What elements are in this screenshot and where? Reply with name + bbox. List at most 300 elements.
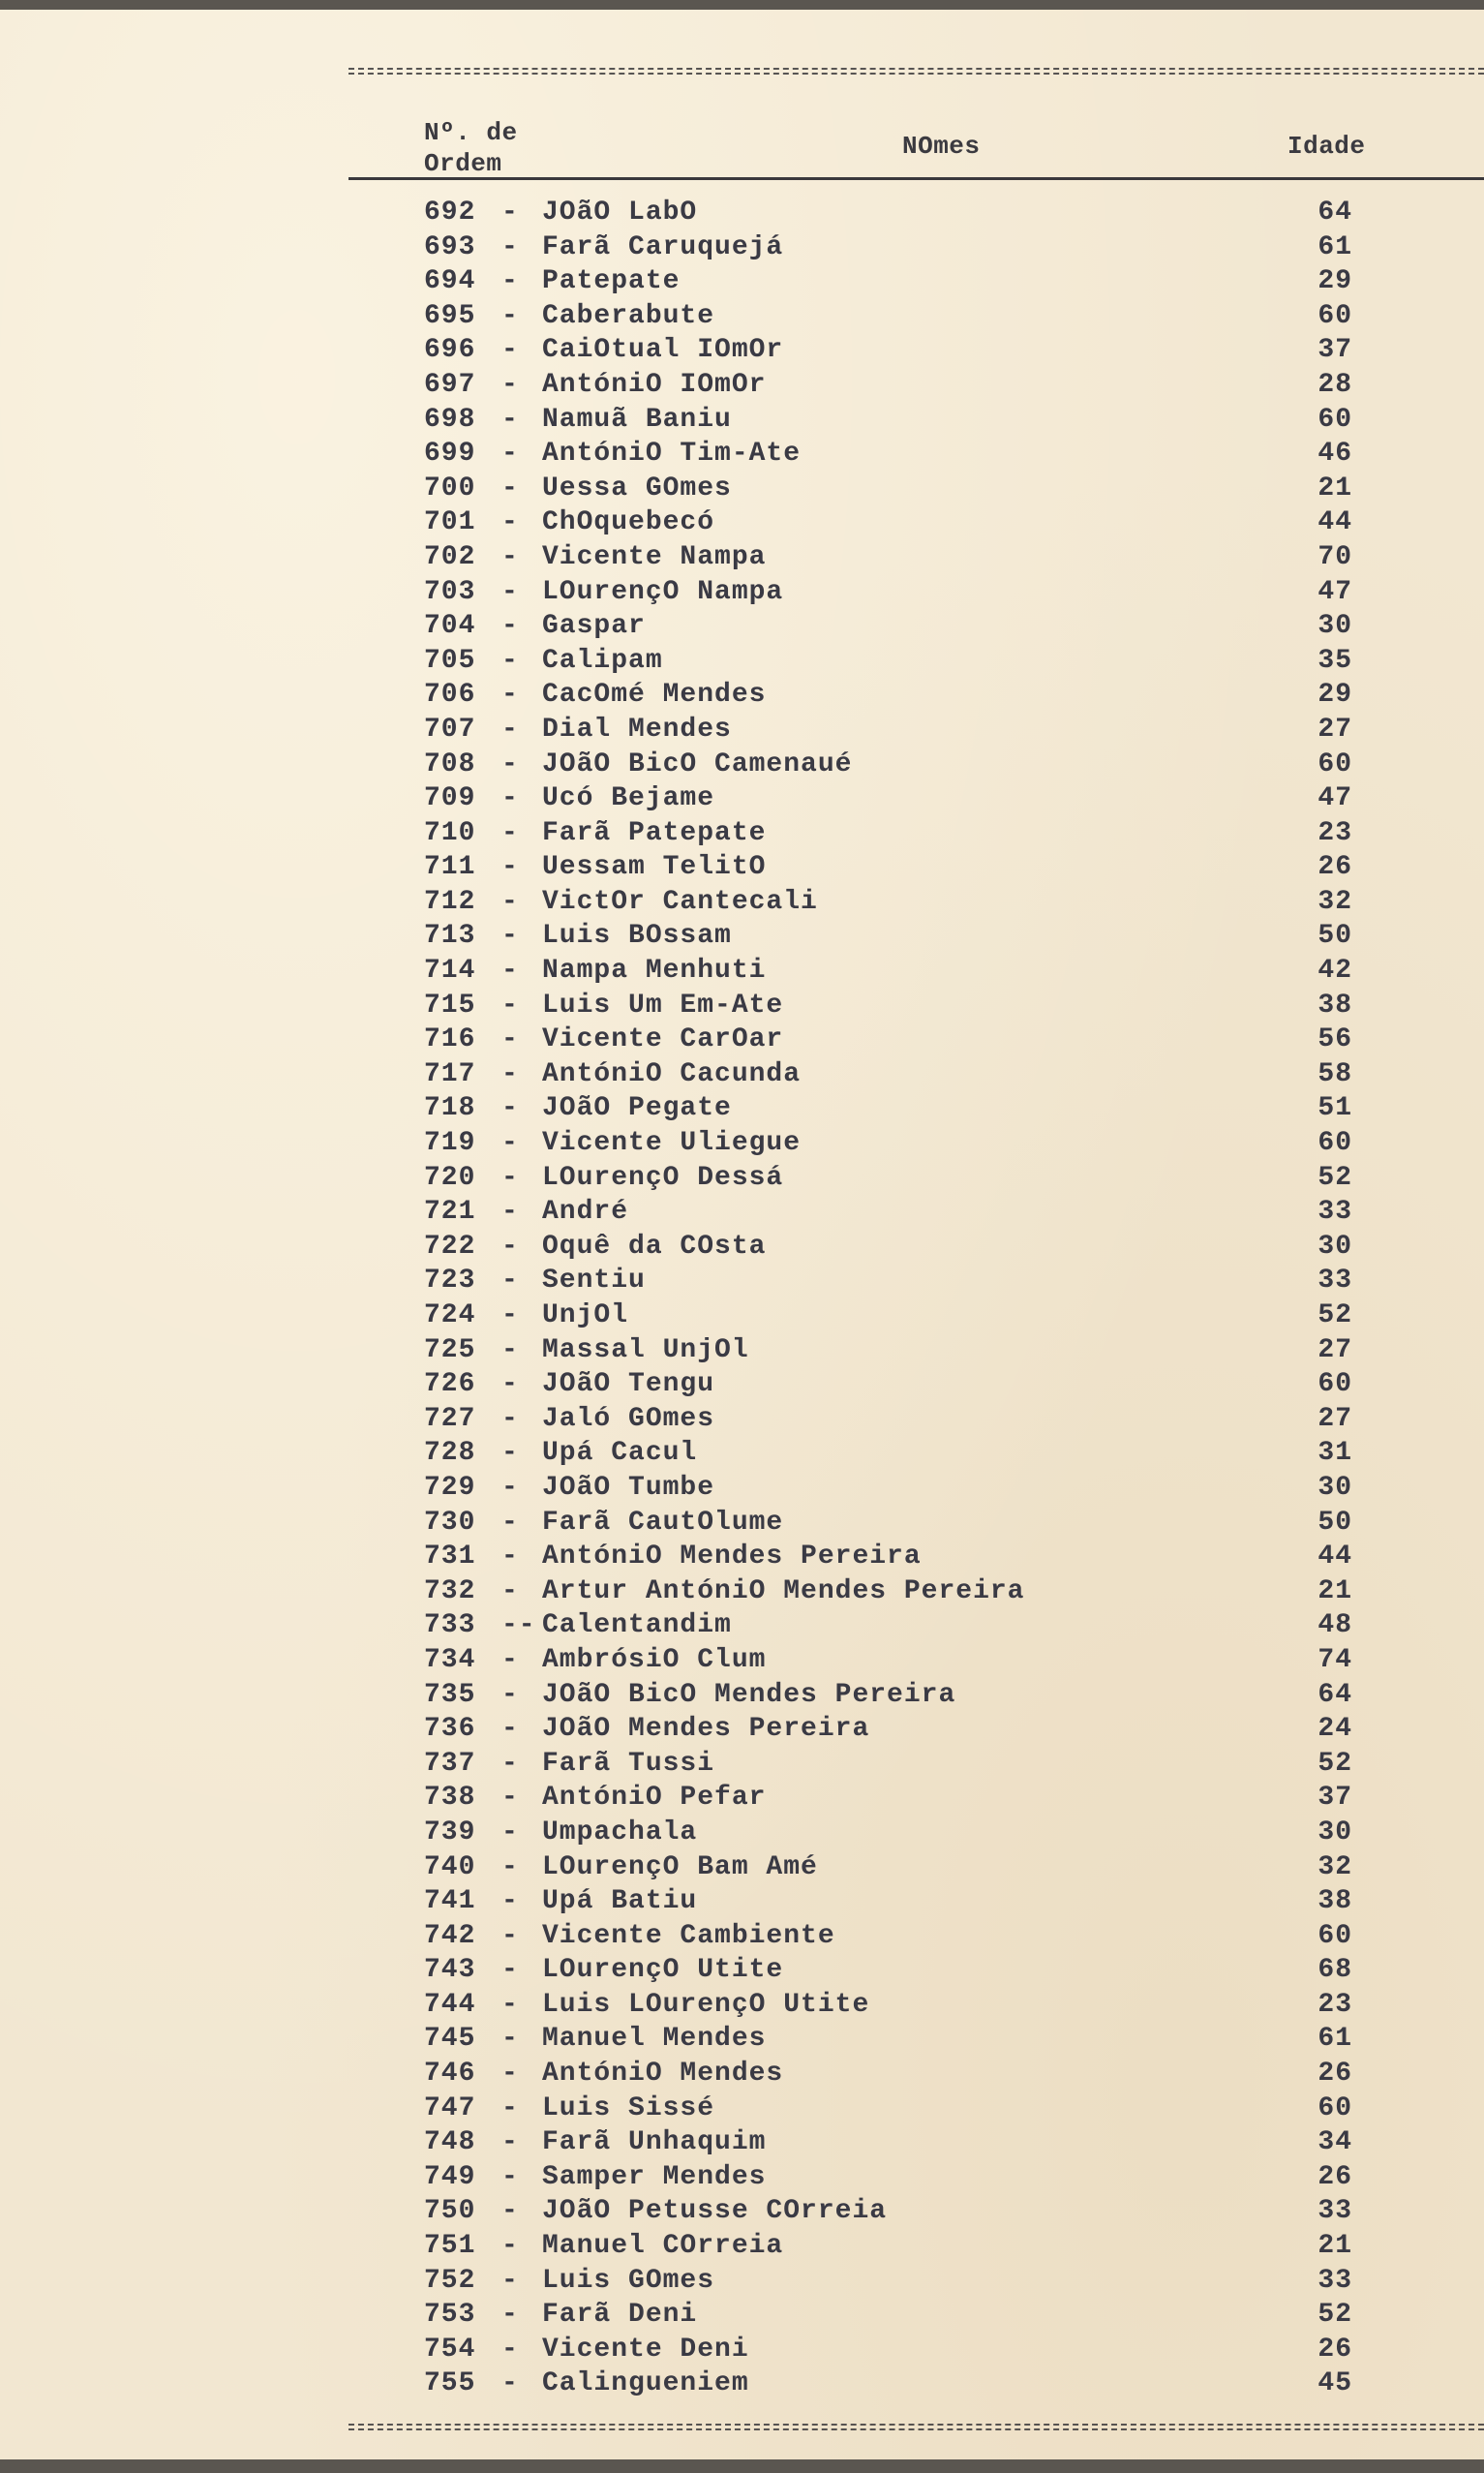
table-row [0, 2022, 1484, 2057]
row-age: 48 [1317, 1610, 1352, 1641]
row-separator: - [501, 2231, 519, 2262]
row-number: 740 [424, 1851, 476, 1882]
row-age: 33 [1317, 1197, 1352, 1228]
row-separator: - [501, 1128, 519, 1159]
row-number: 705 [424, 645, 476, 676]
row-name: Dial Mendes [542, 714, 732, 745]
row-age: 27 [1317, 1334, 1352, 1365]
table-row [0, 1506, 1484, 1541]
row-name: Vicente Uliegue [542, 1128, 802, 1159]
row-age: 50 [1317, 921, 1352, 952]
row-number: 747 [424, 2092, 476, 2123]
table-row [0, 437, 1484, 472]
row-name: Umpachala [542, 1817, 698, 1847]
row-name: Ucó Bejame [542, 783, 715, 814]
row-name: Farã Tussi [542, 1748, 715, 1779]
row-name: Farã Caruquejá [542, 231, 784, 262]
row-number: 748 [424, 2127, 476, 2158]
row-name: Vicente Deni [542, 2334, 749, 2365]
row-number: 710 [424, 817, 476, 848]
row-number: 711 [424, 852, 476, 883]
row-name: Artur AntóniO Mendes Pereira [542, 1575, 1025, 1606]
row-separator: - [501, 990, 519, 1021]
row-number: 698 [424, 404, 476, 435]
row-number: 755 [424, 2368, 476, 2399]
row-age: 23 [1317, 817, 1352, 848]
row-separator: - [501, 1575, 519, 1606]
row-age: 27 [1317, 1403, 1352, 1434]
row-age: 61 [1317, 231, 1352, 262]
row-separator: - [501, 404, 519, 435]
table-row [0, 2264, 1484, 2299]
row-number: 735 [424, 1679, 476, 1710]
row-age: 38 [1317, 1886, 1352, 1917]
row-number: 708 [424, 748, 476, 779]
row-age: 60 [1317, 1920, 1352, 1951]
row-name: UnjOl [542, 1300, 629, 1330]
typed-page [0, 10, 1484, 2459]
table-row [0, 748, 1484, 782]
row-age: 26 [1317, 2161, 1352, 2192]
row-number: 733 [424, 1610, 476, 1641]
row-age: 45 [1317, 2368, 1352, 2399]
row-age: 27 [1317, 714, 1352, 745]
table-row [0, 1298, 1484, 1333]
table-row [0, 2125, 1484, 2160]
row-name: Luis BOssam [542, 921, 732, 952]
row-number: 706 [424, 680, 476, 711]
row-number: 697 [424, 369, 476, 400]
row-name: Upá Cacul [542, 1438, 698, 1469]
table-row [0, 2160, 1484, 2195]
row-name: JOãO LabO [542, 198, 698, 228]
table-row [0, 1988, 1484, 2023]
row-separator: - [501, 2059, 519, 2090]
row-age: 33 [1317, 1266, 1352, 1297]
row-age: 24 [1317, 1714, 1352, 1745]
row-age: 52 [1317, 1162, 1352, 1193]
row-name: AntóniO Mendes [542, 2059, 784, 2090]
row-name: Nampa Menhuti [542, 956, 767, 987]
row-number: 709 [424, 783, 476, 814]
row-number: 713 [424, 921, 476, 952]
row-separator: - [501, 439, 519, 470]
table-row [0, 1264, 1484, 1298]
row-separator: - [501, 2161, 519, 2192]
row-name: Caberabute [542, 300, 715, 331]
table-row [0, 1091, 1484, 1126]
row-number: 702 [424, 541, 476, 572]
row-age: 47 [1317, 576, 1352, 607]
row-name: Farã Deni [542, 2300, 698, 2331]
row-separator: - [501, 1369, 519, 1400]
row-separator: - [501, 300, 519, 331]
row-name: JOãO Petusse COrreia [542, 2196, 888, 2227]
row-number: 726 [424, 1369, 476, 1400]
row-name: Upá Batiu [542, 1886, 698, 1917]
table-row [0, 989, 1484, 1023]
row-number: 746 [424, 2059, 476, 2090]
table-row [0, 954, 1484, 989]
table-row [0, 816, 1484, 851]
row-name: AmbrósiO Clum [542, 1644, 767, 1675]
row-name: JOãO BicO Camenaué [542, 748, 853, 779]
row-separator: - [501, 817, 519, 848]
row-separator: - [501, 1507, 519, 1538]
row-number: 725 [424, 1334, 476, 1365]
row-number: 739 [424, 1817, 476, 1847]
table-row [0, 713, 1484, 748]
row-name: André [542, 1197, 629, 1228]
row-age: 42 [1317, 956, 1352, 987]
row-number: 753 [424, 2300, 476, 2331]
row-separator: - [501, 680, 519, 711]
row-name: Jaló GOmes [542, 1403, 715, 1434]
row-age: 26 [1317, 2059, 1352, 2090]
table-row [0, 1023, 1484, 1057]
row-separator: - [501, 852, 519, 883]
row-separator: - [501, 886, 519, 917]
row-age: 29 [1317, 680, 1352, 711]
row-number: 742 [424, 1920, 476, 1951]
row-age: 35 [1317, 645, 1352, 676]
row-separator: - [501, 1403, 519, 1434]
row-name: Manuel COrreia [542, 2231, 784, 2262]
row-age: 52 [1317, 1300, 1352, 1330]
row-age: 64 [1317, 1679, 1352, 1710]
row-number: 694 [424, 266, 476, 297]
row-name: LOurençO Bam Amé [542, 1851, 818, 1882]
row-number: 719 [424, 1128, 476, 1159]
row-number: 727 [424, 1403, 476, 1434]
row-age: 58 [1317, 1058, 1352, 1089]
row-separator: - [501, 1438, 519, 1469]
table-row [0, 264, 1484, 299]
row-number: 715 [424, 990, 476, 1021]
table-row [0, 609, 1484, 644]
top-dashed-rule [348, 68, 1484, 75]
row-age: 47 [1317, 783, 1352, 814]
table-row [0, 472, 1484, 506]
row-number: 707 [424, 714, 476, 745]
row-separator: - [501, 1266, 519, 1297]
row-age: 30 [1317, 1472, 1352, 1503]
table-row [0, 1230, 1484, 1265]
row-age: 50 [1317, 1507, 1352, 1538]
row-name: Gaspar [542, 611, 646, 642]
row-separator: - [501, 956, 519, 987]
row-age: 29 [1317, 266, 1352, 297]
register-list [0, 196, 1484, 2401]
table-row [0, 1057, 1484, 1092]
table-row [0, 2333, 1484, 2367]
row-number: 731 [424, 1542, 476, 1572]
row-number: 752 [424, 2265, 476, 2296]
row-separator: - [501, 1334, 519, 1365]
row-age: 60 [1317, 748, 1352, 779]
row-separator: - [501, 2300, 519, 2331]
table-row [0, 1540, 1484, 1574]
row-age: 26 [1317, 852, 1352, 883]
header-ordem: Ordem [424, 149, 502, 178]
table-row [0, 1678, 1484, 1713]
table-header [348, 107, 1484, 180]
row-name: Farã Patepate [542, 817, 767, 848]
row-name: Sentiu [542, 1266, 646, 1297]
row-separator: - [501, 1714, 519, 1745]
row-name: Luis GOmes [542, 2265, 715, 2296]
row-age: 60 [1317, 404, 1352, 435]
row-separator: - [501, 2368, 519, 2399]
row-number: 703 [424, 576, 476, 607]
row-number: 751 [424, 2231, 476, 2262]
table-row [0, 299, 1484, 334]
row-name: JOãO BicO Mendes Pereira [542, 1679, 956, 1710]
row-separator: - [501, 1024, 519, 1055]
row-age: 26 [1317, 2334, 1352, 2365]
table-row [0, 575, 1484, 610]
row-name: AntóniO IOmOr [542, 369, 767, 400]
row-name: Patepate [542, 266, 681, 297]
table-row [0, 505, 1484, 540]
row-separator: - [501, 783, 519, 814]
table-row [0, 678, 1484, 713]
row-name: Namuã Baniu [542, 404, 732, 435]
row-age: 52 [1317, 1748, 1352, 1779]
row-number: 728 [424, 1438, 476, 1469]
row-number: 723 [424, 1266, 476, 1297]
row-separator: - [501, 748, 519, 779]
row-separator: - [501, 266, 519, 297]
row-number: 695 [424, 300, 476, 331]
row-number: 721 [424, 1197, 476, 1228]
row-age: 38 [1317, 990, 1352, 1021]
row-age: 32 [1317, 1851, 1352, 1882]
row-number: 720 [424, 1162, 476, 1193]
row-separator: - [501, 576, 519, 607]
row-separator: - [501, 473, 519, 504]
table-row [0, 1816, 1484, 1850]
row-age: 32 [1317, 886, 1352, 917]
row-name: Uessam TelitO [542, 852, 767, 883]
row-separator: - [501, 2127, 519, 2158]
row-name: CaiOtual IOmOr [542, 335, 784, 366]
row-name: JOãO Pegate [542, 1093, 732, 1124]
row-age: 74 [1317, 1644, 1352, 1675]
table-row [0, 540, 1484, 575]
row-number: 692 [424, 198, 476, 228]
row-number: 741 [424, 1886, 476, 1917]
row-separator: - [501, 541, 519, 572]
row-age: 30 [1317, 1817, 1352, 1847]
row-name: AntóniO Pefar [542, 1783, 767, 1814]
row-name: Luis Sissé [542, 2092, 715, 2123]
row-separator: - [501, 1058, 519, 1089]
row-age: 30 [1317, 1231, 1352, 1262]
row-number: 736 [424, 1714, 476, 1745]
row-separator: - [501, 1955, 519, 1986]
row-separator: - [501, 1920, 519, 1951]
row-name: JOãO Mendes Pereira [542, 1714, 870, 1745]
row-number: 743 [424, 1955, 476, 1986]
row-number: 732 [424, 1575, 476, 1606]
row-name: JOãO Tumbe [542, 1472, 715, 1503]
table-row [0, 1608, 1484, 1643]
row-separator: - [501, 2334, 519, 2365]
header-idade: Idade [1287, 132, 1366, 161]
row-number: 722 [424, 1231, 476, 1262]
table-row [0, 196, 1484, 230]
table-row [0, 1436, 1484, 1471]
table-row [0, 2229, 1484, 2264]
table-row [0, 230, 1484, 265]
table-row [0, 1126, 1484, 1161]
table-row [0, 403, 1484, 438]
row-age: 28 [1317, 369, 1352, 400]
row-number: 750 [424, 2196, 476, 2227]
row-age: 52 [1317, 2300, 1352, 2331]
row-name: Farã CautOlume [542, 1507, 784, 1538]
row-age: 33 [1317, 2196, 1352, 2227]
table-row [0, 1471, 1484, 1506]
table-row [0, 2366, 1484, 2401]
table-row [0, 850, 1484, 885]
row-age: 60 [1317, 2092, 1352, 2123]
table-row [0, 2057, 1484, 2091]
row-number: 749 [424, 2161, 476, 2192]
row-number: 737 [424, 1748, 476, 1779]
table-row [0, 644, 1484, 679]
row-separator: - [501, 1748, 519, 1779]
table-row [0, 1919, 1484, 1954]
table-row [0, 1574, 1484, 1609]
header-numero: Nº. de [424, 118, 518, 147]
row-name: CacOmé Mendes [542, 680, 767, 711]
row-name: ChOquebecó [542, 507, 715, 538]
row-name: VictOr Cantecali [542, 886, 818, 917]
row-age: 37 [1317, 1783, 1352, 1814]
row-separator: - [501, 1989, 519, 2020]
table-row [0, 1712, 1484, 1747]
table-row [0, 368, 1484, 403]
row-separator: -- [501, 1610, 536, 1641]
row-number: 734 [424, 1644, 476, 1675]
table-row [0, 1333, 1484, 1368]
row-name: Luis Um Em-Ate [542, 990, 784, 1021]
row-age: 21 [1317, 1575, 1352, 1606]
table-row [0, 781, 1484, 816]
row-name: AntóniO Tim-Ate [542, 439, 802, 470]
row-name: Manuel Mendes [542, 2024, 767, 2055]
row-name: Oquê da COsta [542, 1231, 767, 1262]
table-row [0, 1643, 1484, 1678]
row-name: Calingueniem [542, 2368, 749, 2399]
row-age: 23 [1317, 1989, 1352, 2020]
row-age: 61 [1317, 2024, 1352, 2055]
row-number: 717 [424, 1058, 476, 1089]
row-name: Farã Unhaquim [542, 2127, 767, 2158]
row-separator: - [501, 1300, 519, 1330]
row-age: 31 [1317, 1438, 1352, 1469]
table-row [0, 885, 1484, 920]
row-number: 700 [424, 473, 476, 504]
row-separator: - [501, 1472, 519, 1503]
row-age: 21 [1317, 2231, 1352, 2262]
row-age: 60 [1317, 300, 1352, 331]
row-name: AntóniO Mendes Pereira [542, 1542, 922, 1572]
row-name: Massal UnjOl [542, 1334, 749, 1365]
row-number: 718 [424, 1093, 476, 1124]
row-name: AntóniO Cacunda [542, 1058, 802, 1089]
row-age: 30 [1317, 611, 1352, 642]
row-separator: - [501, 369, 519, 400]
table-row [0, 2091, 1484, 2126]
table-row [0, 1747, 1484, 1782]
row-separator: - [501, 1162, 519, 1193]
row-name: Vicente Cambiente [542, 1920, 835, 1951]
row-age: 44 [1317, 507, 1352, 538]
row-separator: - [501, 645, 519, 676]
row-name: Vicente CarOar [542, 1024, 784, 1055]
row-age: 21 [1317, 473, 1352, 504]
row-separator: - [501, 921, 519, 952]
table-row [0, 1953, 1484, 1988]
row-separator: - [501, 611, 519, 642]
row-number: 738 [424, 1783, 476, 1814]
row-number: 754 [424, 2334, 476, 2365]
row-separator: - [501, 2265, 519, 2296]
row-name: LOurençO Nampa [542, 576, 784, 607]
row-separator: - [501, 2092, 519, 2123]
table-row [0, 1367, 1484, 1402]
row-age: 56 [1317, 1024, 1352, 1055]
row-number: 716 [424, 1024, 476, 1055]
row-number: 714 [424, 956, 476, 987]
row-separator: - [501, 714, 519, 745]
row-name: Calipam [542, 645, 663, 676]
table-row [0, 1850, 1484, 1885]
table-row [0, 333, 1484, 368]
row-age: 33 [1317, 2265, 1352, 2296]
row-age: 37 [1317, 335, 1352, 366]
row-name: Calentandim [542, 1610, 732, 1641]
row-age: 46 [1317, 439, 1352, 470]
row-name: Luis LOurençO Utite [542, 1989, 870, 2020]
row-separator: - [501, 1197, 519, 1228]
table-row [0, 1161, 1484, 1196]
row-number: 712 [424, 886, 476, 917]
row-separator: - [501, 2024, 519, 2055]
header-nomes: NOmes [902, 132, 981, 161]
row-separator: - [501, 198, 519, 228]
row-separator: - [501, 1817, 519, 1847]
row-separator: - [501, 1644, 519, 1675]
row-separator: - [501, 335, 519, 366]
row-separator: - [501, 1679, 519, 1710]
row-number: 696 [424, 335, 476, 366]
row-number: 701 [424, 507, 476, 538]
row-name: Samper Mendes [542, 2161, 767, 2192]
row-separator: - [501, 507, 519, 538]
row-age: 34 [1317, 2127, 1352, 2158]
row-age: 44 [1317, 1542, 1352, 1572]
row-age: 64 [1317, 198, 1352, 228]
row-separator: - [501, 1886, 519, 1917]
row-age: 60 [1317, 1128, 1352, 1159]
row-number: 699 [424, 439, 476, 470]
table-row [0, 1195, 1484, 1230]
table-row [0, 1884, 1484, 1919]
